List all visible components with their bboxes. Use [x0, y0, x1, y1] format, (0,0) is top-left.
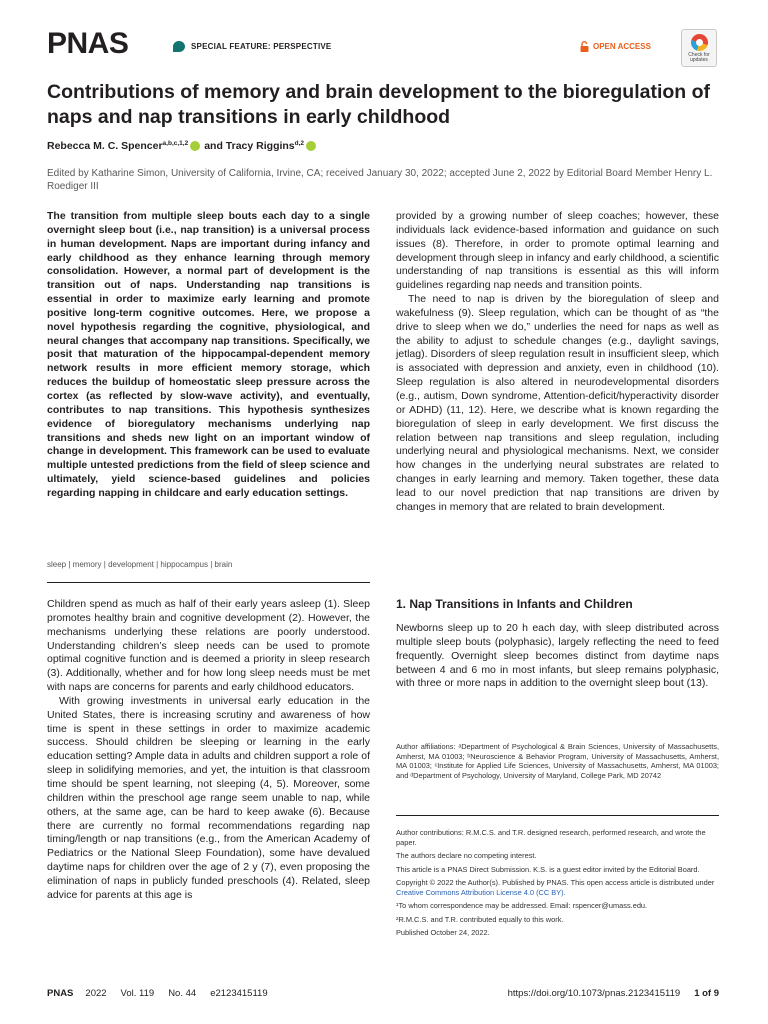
keywords: sleep | memory | development | hippocampus | brain [47, 560, 233, 569]
paragraph: The need to nap is driven by the bioregulation of sleep and wakefulness (9). Sleep regulation, which can be thought of as “the drive to sleep when we do,” underlies the need for naps as well as the ability to adjust to schedule changes (e.g., daylight savings, jetlag). Disorders of sleep regulation result in insufficient sleep, which is associated with depression and anxiety, even in childhood (10). Sleep regulation is also altered in neurodevelopmental disorders (e.g., autism, Down syndrome, Attention-deficit/hyperactivity disorder or ADHD) (11, 12). Here, we describe what is known regarding the bioregulation of sleep in early development. We first discuss the relation between nap transitions and sleep regulation, including underlying neural and physiological mechanisms. Next, we consider how changes in the underlying neural substrates are related to changes in early learning and memory. Taken together, these data lead to our novel prediction that nap transitions are driven by changes in memory that are related to brain development. [396, 293, 719, 513]
footer-year: 2022 [85, 988, 107, 999]
copyright-text: Copyright © 2022 the Author(s). Published by PNAS. This open access article is distributed under [396, 878, 715, 887]
footer-eid: e2123415119 [210, 988, 268, 999]
footer-doi-link[interactable]: https://doi.org/10.1073/pnas.2123415119 [507, 988, 681, 999]
published-date: Published October 24, 2022. [396, 928, 490, 937]
article-title: Contributions of memory and brain development to the bioregulation of naps and nap transitions in early childhood [47, 81, 711, 128]
author-spencer[interactable]: Rebecca M. C. Spencer [47, 140, 163, 152]
orcid-icon[interactable] [190, 141, 200, 151]
crossmark-icon [691, 34, 708, 51]
author-riggins[interactable]: Tracy Riggins [225, 140, 295, 152]
paragraph: Newborns sleep up to 20 h each day, with sleep distributed across multiple sleep bouts (polyphasic), largely reflecting the need to feed frequently. Overnight sleep becomes distinct from daytime naps between 4 and 6 mo in most infants, but sleep remains polyphasic, with three or more naps in addition to the overnight sleep bout (13). [396, 622, 719, 690]
open-access-text: OPEN ACCESS [593, 42, 651, 51]
divider [47, 582, 370, 583]
feature-text: SPECIAL FEATURE: PERSPECTIVE [191, 42, 332, 51]
page-footer [47, 988, 719, 999]
paragraph: Children spend as much as half of their early years asleep (1). Sleep promotes healthy brain and cognitive development (2). However, the mechanisms underlying these relations are poorly understood. Understanding children’s sleep needs can be used to promote optimal cognitive function and is deemed a priority in sleep research (3). Additionally, whether and for how long sleep needs must be met with naps are concerns for parents and early childhood educators. [47, 598, 370, 694]
article-notes [396, 828, 719, 942]
footer-issue: No. 44 [168, 988, 197, 999]
section-heading: 1. Nap Transitions in Infants and Children [396, 597, 633, 611]
license-link[interactable]: Creative Commons Attribution License 4.0 (CC BY). [396, 887, 566, 897]
correspondence-note: ¹To whom correspondence may be addressed. Email: rspencer@umass.edu. [396, 901, 648, 910]
feature-label [173, 41, 331, 52]
footer-journal: PNAS [47, 988, 74, 999]
check-updates-text: Check for updates [688, 52, 710, 63]
footer-page-number: 1 of 9 [694, 988, 719, 999]
competing-interest: The authors declare no competing interest. [396, 851, 537, 860]
body-right-column [396, 210, 719, 515]
author-riggins-affil: d,2 [294, 139, 305, 147]
open-access-label[interactable] [580, 41, 651, 52]
author-line [47, 140, 320, 152]
abstract: The transition from multiple sleep bouts each day to a single overnight sleep bout (i.e., nap transition) is a universal process in human development. Naps are important during infancy and early childhood as they enhance learning through memory consolidation. However, a normal part of development is the transition out of naps. Understanding nap transitions is essential in order to maximize early learning and promote positive long-term cognitive outcomes. Here, we propose a novel hypothesis regarding the cognitive, physiological, and neural changes that accompany nap transitions. Specifically, we posit that maturation of the hippocampal-dependent memory network results in more efficient memory storage, which reduces the buildup of homeostatic sleep pressure across the cortex (as reflected by slow-wave activity), and eventually, contributes to nap transitions. This hypothesis synthesizes evidence of bioregulatory mechanisms underlying nap transitions and sheds new light on an important window of change in development. This framework can be used to evaluate multiple untested predictions from the field of sleep science and ultimately, yield science-based guidelines and policies regarding napping in childcare and early education settings. [47, 210, 370, 499]
submission-note: This article is a PNAS Direct Submission. K.S. is a guest editor invited by the Editorial Board. [396, 864, 700, 874]
paragraph: With growing investments in universal early education in the United States, there is increasing scrutiny and awareness of how time is spent in these settings in order to maximize academic success. Should children be sleeping or learning in the early education setting? Ample data in adults and children support a role of sleep in solidifying memories, and yet, the intuition is that classroom time should be spent learning, not sleeping (4, 5). Moreover, some children within the preschool age range seem unable to nap, while others, at the same age, can be hard to keep awake (6). Because there are currently no formal recommendations regarding nap timing/length or nap transitions (e.g., from the American Academy of Pediatrics or the National Sleep Foundation), some have devalued daytime naps for children over the age of 2 y (7), even proposing the elimination of naps in publicly funded preschools (4). Related, sleep advice for parents at this age is [47, 694, 370, 901]
author-affiliations: Author affiliations: ᵃDepartment of Psychological & Brain Sciences, University of Massachusetts, Amherst, MA 01003; ᵇNeuroscience & Behavior Program, University of Massachusetts, Amherst, MA 01003; ᶜInstitute for Applied Life Sciences, University of Massachusetts, Amherst, MA 01003; and ᵈDepartment of Psychology, University of Maryland, College Park, MD 20742 [396, 742, 719, 780]
check-for-updates-button[interactable] [681, 29, 717, 67]
copyright-note [396, 878, 719, 897]
edited-by: Edited by Katharine Simon, University of California, Irvine, CA; received January 30, 2022; accepted June 2, 2022 by Editorial Board Member Henry L. Roediger III [47, 168, 713, 192]
section-1-text [396, 622, 719, 691]
body-left-column [47, 598, 370, 903]
journal-logo[interactable]: PNAS [47, 27, 129, 60]
equal-contribution-note: ²R.M.C.S. and T.R. contributed equally to this work. [396, 914, 564, 924]
speech-bubble-icon [173, 41, 185, 52]
open-lock-icon [580, 41, 589, 52]
footer-volume: Vol. 119 [120, 988, 155, 999]
author-spencer-affil: a,b,c,1,2 [162, 139, 189, 147]
author-and: and [204, 140, 223, 152]
author-contributions: Author contributions: R.M.C.S. and T.R. designed research, performed research, and wrote the paper. [396, 828, 706, 847]
orcid-icon[interactable] [306, 141, 316, 151]
paragraph: provided by a growing number of sleep coaches; however, these individuals lack evidence-based information and guidance on such issues (8). Therefore, in order to promote optimal learning and development through sleep in infancy and early childhood, a scientific understanding of nap transitions is essential as this will inform guidelines regarding nap needs and transition points. [396, 210, 719, 292]
divider [396, 815, 719, 816]
